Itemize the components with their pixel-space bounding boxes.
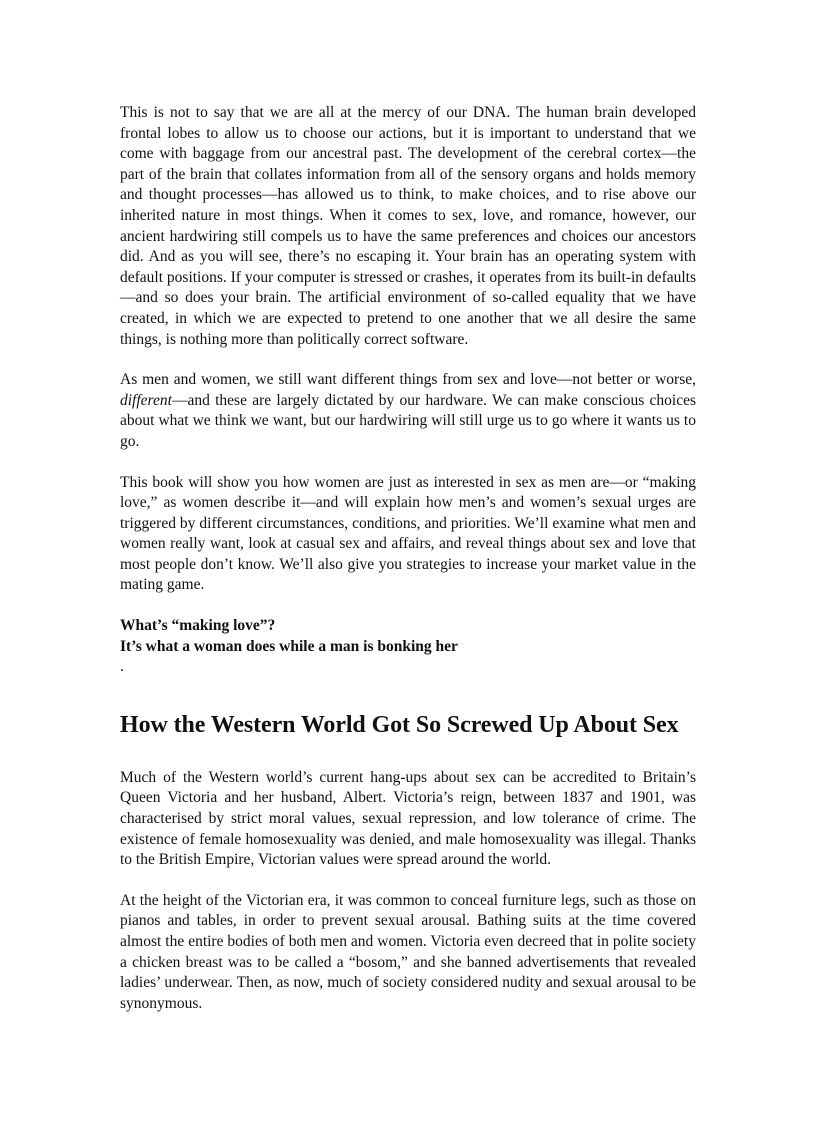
paragraph-different-before: As men and women, we still want different things from sex and love—not better or worse, <box>120 371 696 389</box>
section-heading: How the Western World Got So Screwed Up About Sex <box>120 711 679 738</box>
quote-answer-period: . <box>120 658 124 676</box>
quote-block <box>120 616 696 678</box>
quote-question: What’s “making love”? <box>120 617 276 635</box>
paragraph-dna: This is not to say that we are all at the mercy of our DNA. The human brain developed frontal lobes to allow us to choose our actions, but it is important to understand that we come with baggage from our ancestral past. The development of the cerebral cortex—the part of the brain that collates information from all of the sensory organs and holds memory and thought processes—has allowed us to think, to make choices, and to rise above our inherited nature in most things. When it comes to sex, love, and romance, however, our ancient hardwiring still compels us to have the same preferences and choices our ancestors did. And as you will see, there’s no escaping it. Your brain has an operating system with default positions. If your computer is stressed or crashes, it operates from its built-in defaults—and so does your brain. The artificial environment of so-called equality that we have created, in which we are expected to pretend to one another that we all desire the same things, is nothing more than politically correct software. <box>120 104 696 348</box>
paragraph-victoria: Much of the Western world’s current hang-ups about sex can be accredited to Britain’s Queen Victoria and her husband, Albert. Victoria’s reign, between 1837 and 1901, was characterised by strict moral values, sexual repression, and low tolerance of crime. The existence of female homosexuality was denied, and male homosexuality was illegal. Thanks to the British Empire, Victorian values were spread around the world. <box>120 768 696 869</box>
quote-answer <box>120 637 696 678</box>
document-page <box>120 103 696 1034</box>
quote-answer-text: It’s what a woman does while a man is bonking her <box>120 637 458 655</box>
paragraph-different-italic: different <box>120 391 172 409</box>
paragraph-victorian-era: At the height of the Victorian era, it was common to conceal furniture legs, such as those on pianos and tables, in order to prevent sexual arousal. Bathing suits at the time covered almost the entire bodies of both men and women. Victoria even decreed that in polite society a chicken breast was to be called a “bosom,” and she banned advertisements that revealed ladies’ underwear. Then, as now, much of society considered nudity and sexual arousal to be synonymous. <box>120 891 696 1012</box>
paragraph-book: This book will show you how women are just as interested in sex as men are—or “making love,” as women describe it—and will explain how men’s and women’s sexual urges are triggered by different circumstances, conditions, and priorities. We’ll examine what men and women really want, look at casual sex and affairs, and reveal things about sex and love that most people don’t know. We’ll also give you strategies to increase your market value in the mating game. <box>120 473 696 594</box>
paragraph-different-after: —and these are largely dictated by our hardware. We can make conscious choices about what we think we want, but our hardwiring will still urge us to go where it wants us to go. <box>120 391 696 450</box>
paragraph-different <box>120 370 696 452</box>
